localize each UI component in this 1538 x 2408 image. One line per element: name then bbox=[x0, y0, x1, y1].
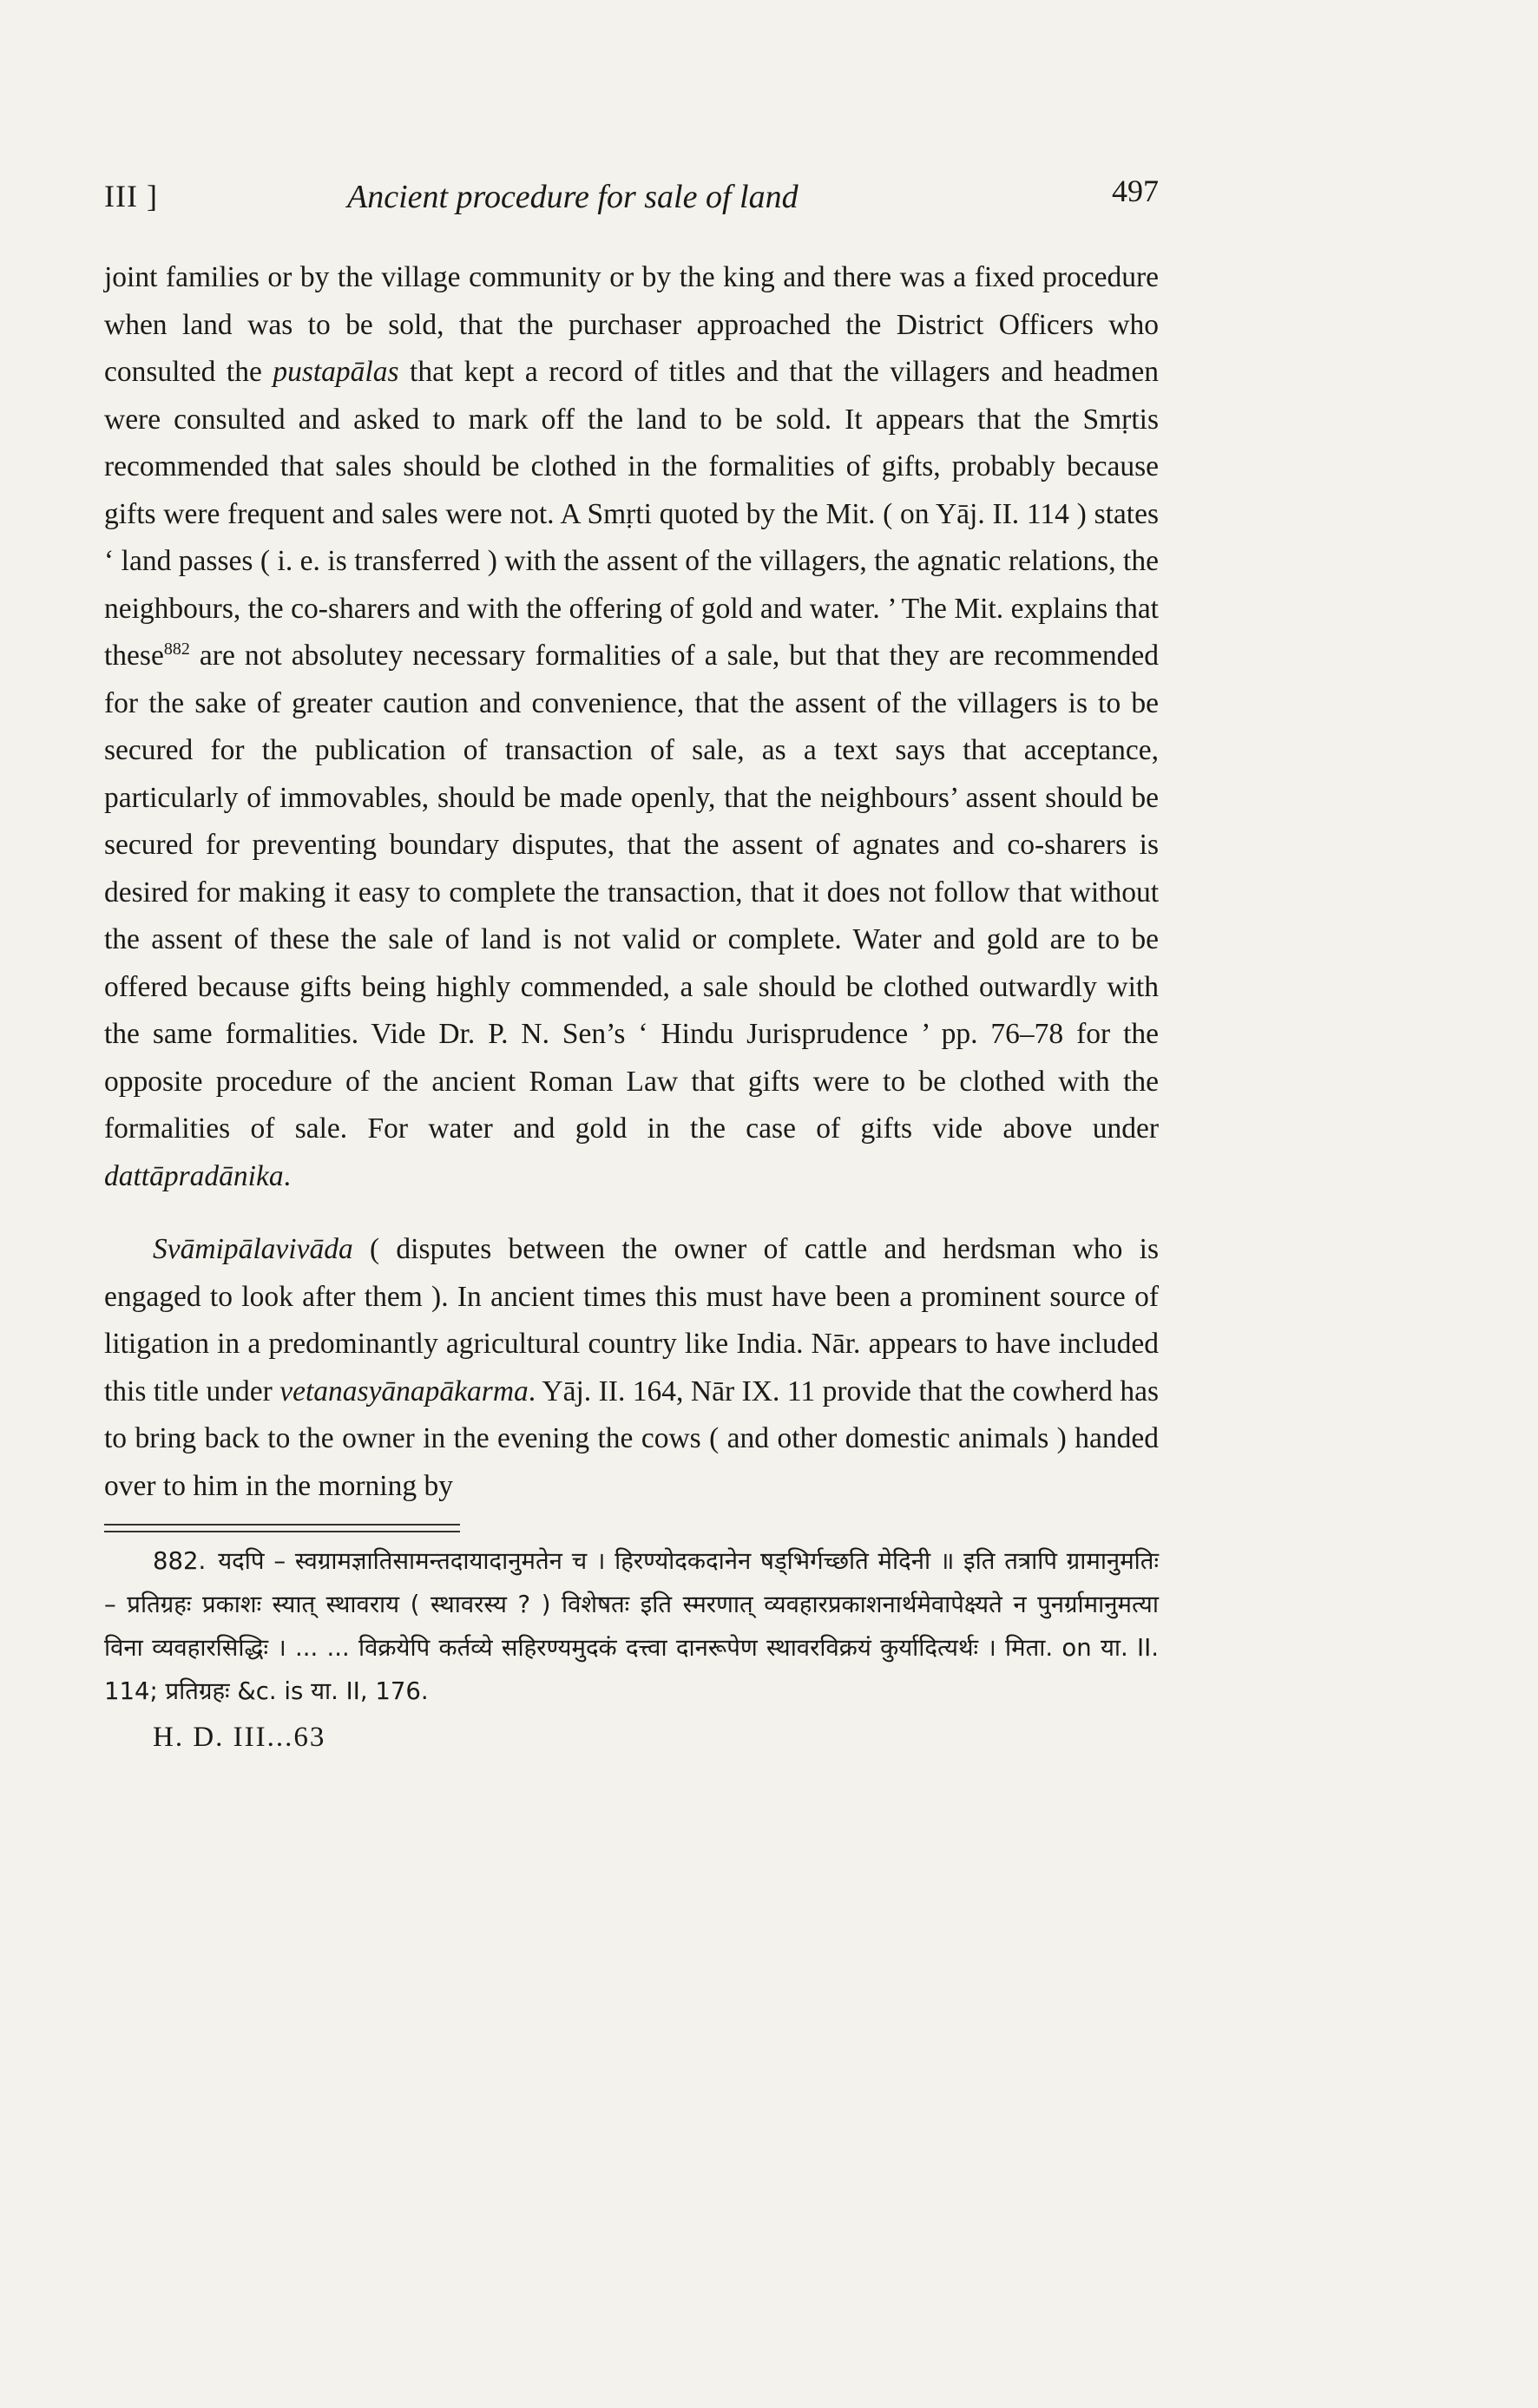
footnote-divider bbox=[104, 1524, 460, 1532]
italic-term: vetanasyānapākarma bbox=[279, 1375, 529, 1407]
section-marker: III ] bbox=[104, 179, 158, 213]
italic-term: Svāmipālavivāda bbox=[153, 1233, 353, 1265]
paragraph-text: ( disputes between the owner of cattle and herdsman who is engaged to look after them ). In ancient times this must have been a prominent source of litigation in a predominantly agricultural country like India. Nār. appears to have included this title under bbox=[104, 1233, 1159, 1407]
italic-term: pustapālas bbox=[273, 356, 399, 388]
paragraph-text: are not absolutey necessary formalities of a sale, but that they are recommended for the sake of greater caution and convenience, that the assent of the villagers is to be secured for the publication of transaction of sale, as a text says that acceptance, particularly of immovables, should be made openly, that the neighbours’ assent should be secured for preventing boundary disputes, that the assent of agnates and co-sharers is desired for making it easy to complete the transaction, that it does not follow that without the assent of these the sale of land is not valid or complete. Water and gold are to be offered because gifts being highly commended, a sale should be clothed outwardly with the same formalities. Vide Dr. P. N. Sen’s ‘ Hindu Jurisprudence ’ pp. 76–78 for the opposite procedure of the ancient Roman Law that gifts were to be clothed with the formalities of sale. For water and gold in the case of gifts vide above under bbox=[104, 640, 1159, 1145]
footnote-reference: 882 bbox=[163, 639, 190, 659]
paragraph-text: . bbox=[283, 1159, 291, 1192]
italic-term: dattāpradānika bbox=[104, 1159, 284, 1192]
paragraph-text: . Yāj. II. 164, Nār IX. 11 provide that the cowherd has to bring back to the owner in the evening the cows ( and other domestic animals ) handed over to him in the morning by bbox=[104, 1375, 1159, 1502]
footnote-882 bbox=[104, 1539, 1159, 1713]
footnote-number: 882. bbox=[153, 1547, 207, 1575]
running-head bbox=[104, 169, 1159, 221]
body-text bbox=[104, 254, 1159, 1510]
paragraph-land-sale bbox=[104, 254, 1159, 1200]
paragraph-text: that kept a record of titles and that the villagers and headmen were consulted and asked to mark off the land to be sold. It appears that the Smṛtis recommended that sales should be clothed in the formalities of gifts, probably because gifts were frequent and sales were not. A Smṛti quoted by the Mit. ( on Yāj. II. 114 ) states ‘ land passes ( i. e. is transferred ) with the assent of the villagers, the agnatic relations, the neighbours, the co-sharers and with the offering of gold and water. ’ The Mit. explains that these bbox=[104, 356, 1159, 672]
footnote-text: यदपि – स्वग्रामज्ञातिसामन्तदायादानुमतेन च । हिरण्योदकदानेन षड्भिर्गच्छति मेदिनी ॥ इति तत्रापि ग्रामानुमतिः – प्रतिग्रहः प्रकाशः स्यात् स्थावराय ( स्थावरस्य ? ) विशेषतः इति स्मरणात् व्यवहारप्रकाशनार्थमेवापेक्ष्यते न पुनर्ग्रामानुमत्या विना व्यवहारसिद्धिः । ... ... विक्रयेपि कर्तव्ये सहिरण्यमुदकं दत्त्वा दानरूपेण स्थावरविक्रयं कुर्यादित्यर्थः । मिता. on या. II. 114; प्रतिग्रहः &c. is या. II, 176. bbox=[104, 1547, 1159, 1705]
paragraph-text: joint families or by the village community or by the king and there was a fixed procedure when land was to be sold, that the purchaser approached the District Officers who consulted the bbox=[104, 261, 1159, 388]
page-number: 497 bbox=[1112, 174, 1159, 208]
paragraph-svamipalavivada bbox=[104, 1226, 1159, 1510]
signature-mark: H. D. III...63 bbox=[153, 1722, 326, 1753]
book-page bbox=[104, 169, 1159, 1754]
running-title: Ancient procedure for sale of land bbox=[347, 179, 799, 215]
